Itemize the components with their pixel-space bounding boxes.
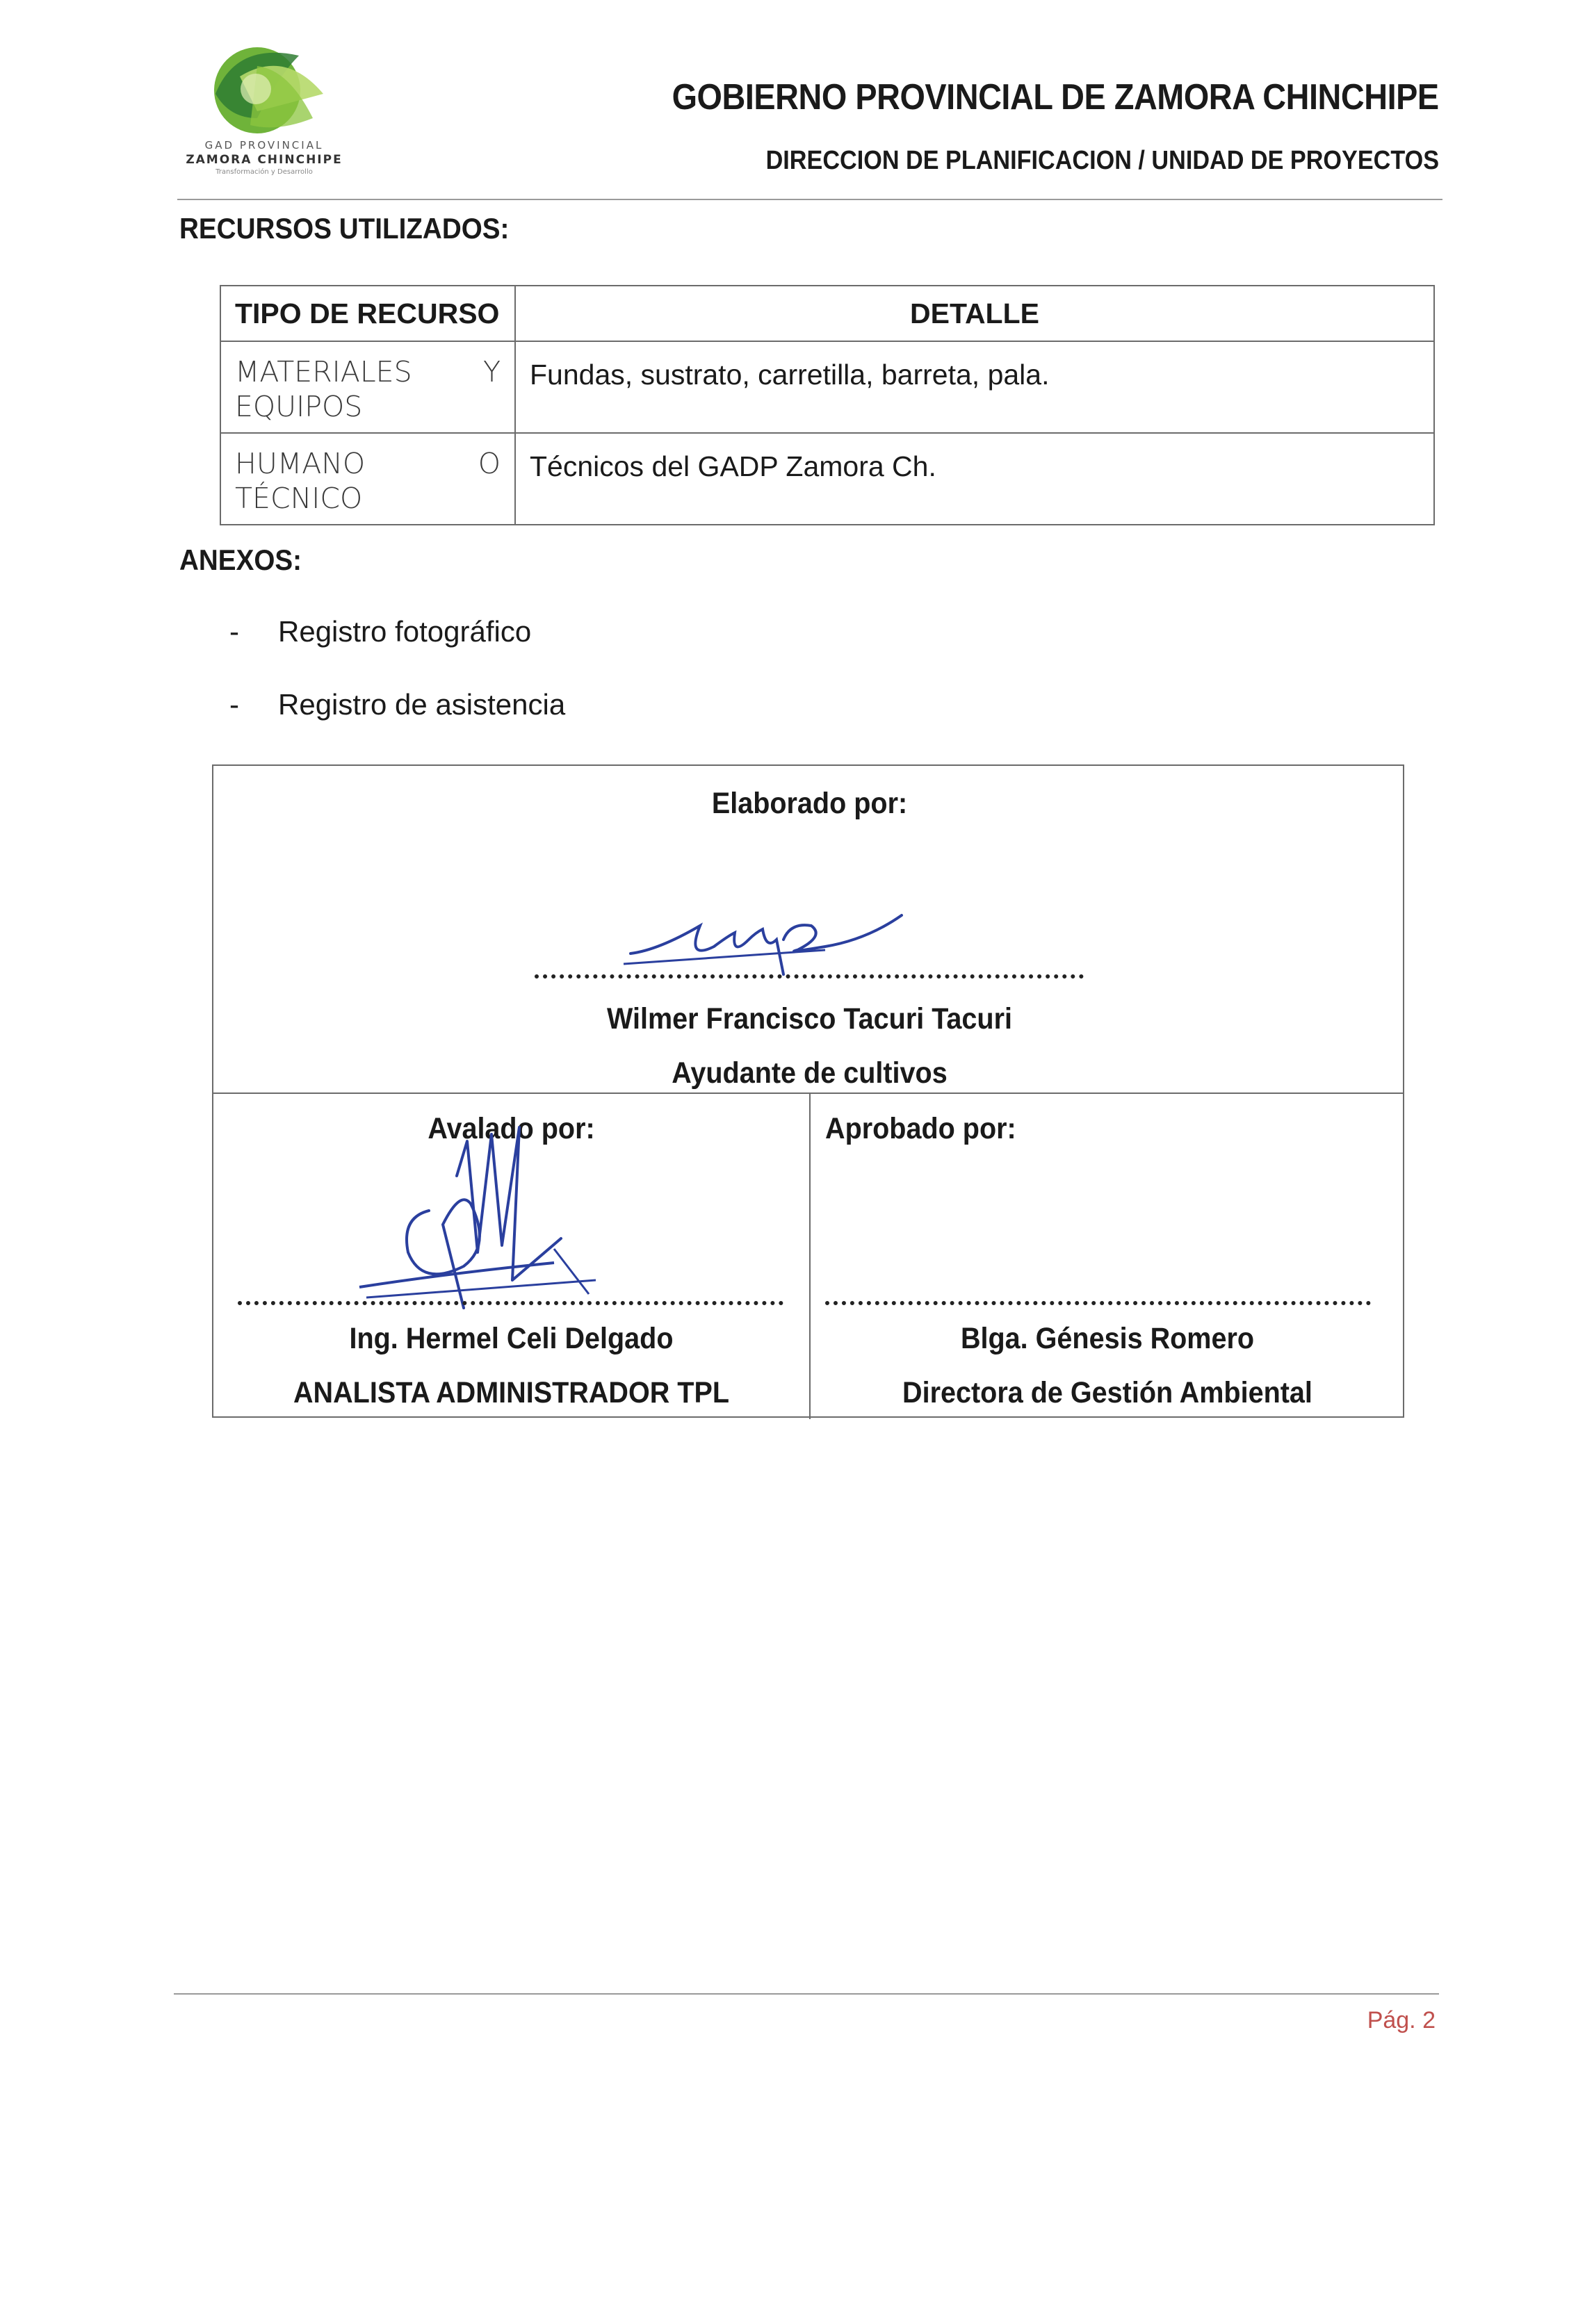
signature-line <box>825 1301 1371 1305</box>
tipo-cell <box>220 341 515 433</box>
tipo-text-2: EQUIPOS <box>235 390 363 423</box>
avalado-label: Avalado por: <box>428 1112 595 1145</box>
tipo-conj: Y <box>482 355 501 388</box>
col-detalle-label: DETALLE <box>909 297 1039 329</box>
recursos-heading: RECURSOS UTILIZADOS: <box>179 212 510 245</box>
tipo-text-2: TÉCNICO <box>235 482 363 515</box>
logo-line1: GAD PROVINCIAL <box>204 139 324 152</box>
signature-line <box>238 1301 783 1305</box>
bullet-dash: - <box>229 688 239 721</box>
tipo-text: HUMANO <box>235 447 366 480</box>
list-item <box>229 688 565 721</box>
recursos-table <box>220 285 1435 525</box>
aprobado-role: Directora de Gestión Ambiental <box>902 1376 1312 1409</box>
tipo-text: MATERIALES <box>235 355 412 388</box>
avalado-name: Ing. Hermel Celi Delgado <box>349 1322 674 1355</box>
table-header-row <box>220 286 1434 341</box>
tipo-cell <box>220 433 515 525</box>
aprobado-label: Aprobado por: <box>825 1112 1016 1145</box>
gad-logo <box>174 28 355 181</box>
detalle-cell: Técnicos del GADP Zamora Ch. <box>515 433 1434 525</box>
signature-divider-h <box>213 1093 1403 1094</box>
header-title: GOBIERNO PROVINCIAL DE ZAMORA CHINCHIPE <box>672 77 1439 117</box>
anexo-item-text: Registro de asistencia <box>278 688 566 721</box>
signature-divider-v <box>809 1093 811 1419</box>
list-item <box>229 615 531 648</box>
table-row <box>220 341 1434 433</box>
detalle-cell: Fundas, sustrato, carretilla, barreta, pala. <box>515 341 1434 433</box>
signature-line <box>535 974 1084 979</box>
anexo-item-text: Registro fotográfico <box>278 615 532 648</box>
tipo-conj: O <box>478 447 501 480</box>
elaborado-label: Elaborado por: <box>711 787 908 820</box>
avalado-role: ANALISTA ADMINISTRADOR TPL <box>293 1376 730 1409</box>
table-row <box>220 433 1434 525</box>
elaborado-role: Ayudante de cultivos <box>672 1056 948 1090</box>
header-divider <box>177 199 1442 200</box>
logo-line2: ZAMORA CHINCHIPE <box>186 153 343 167</box>
col-tipo-label: TIPO DE RECURSO <box>235 297 500 329</box>
aprobado-name: Blga. Génesis Romero <box>960 1322 1255 1355</box>
header-subtitle: DIRECCION DE PLANIFICACION / UNIDAD DE PROYECTOS <box>765 146 1439 175</box>
leaf-logo-icon <box>174 28 355 146</box>
logo-line3: Transformación y Desarrollo <box>216 168 313 176</box>
bullet-dash: - <box>229 615 239 648</box>
col-tipo-header <box>220 286 515 341</box>
footer-divider <box>174 1993 1439 1995</box>
signature-avalado-icon <box>346 1113 624 1322</box>
col-detalle-header <box>515 286 1434 341</box>
anexos-heading: ANEXOS: <box>179 543 302 576</box>
elaborado-name: Wilmer Francisco Tacuri Tacuri <box>607 1002 1012 1036</box>
signature-block <box>212 764 1404 1418</box>
page-number: Pág. 2 <box>1367 2007 1436 2034</box>
